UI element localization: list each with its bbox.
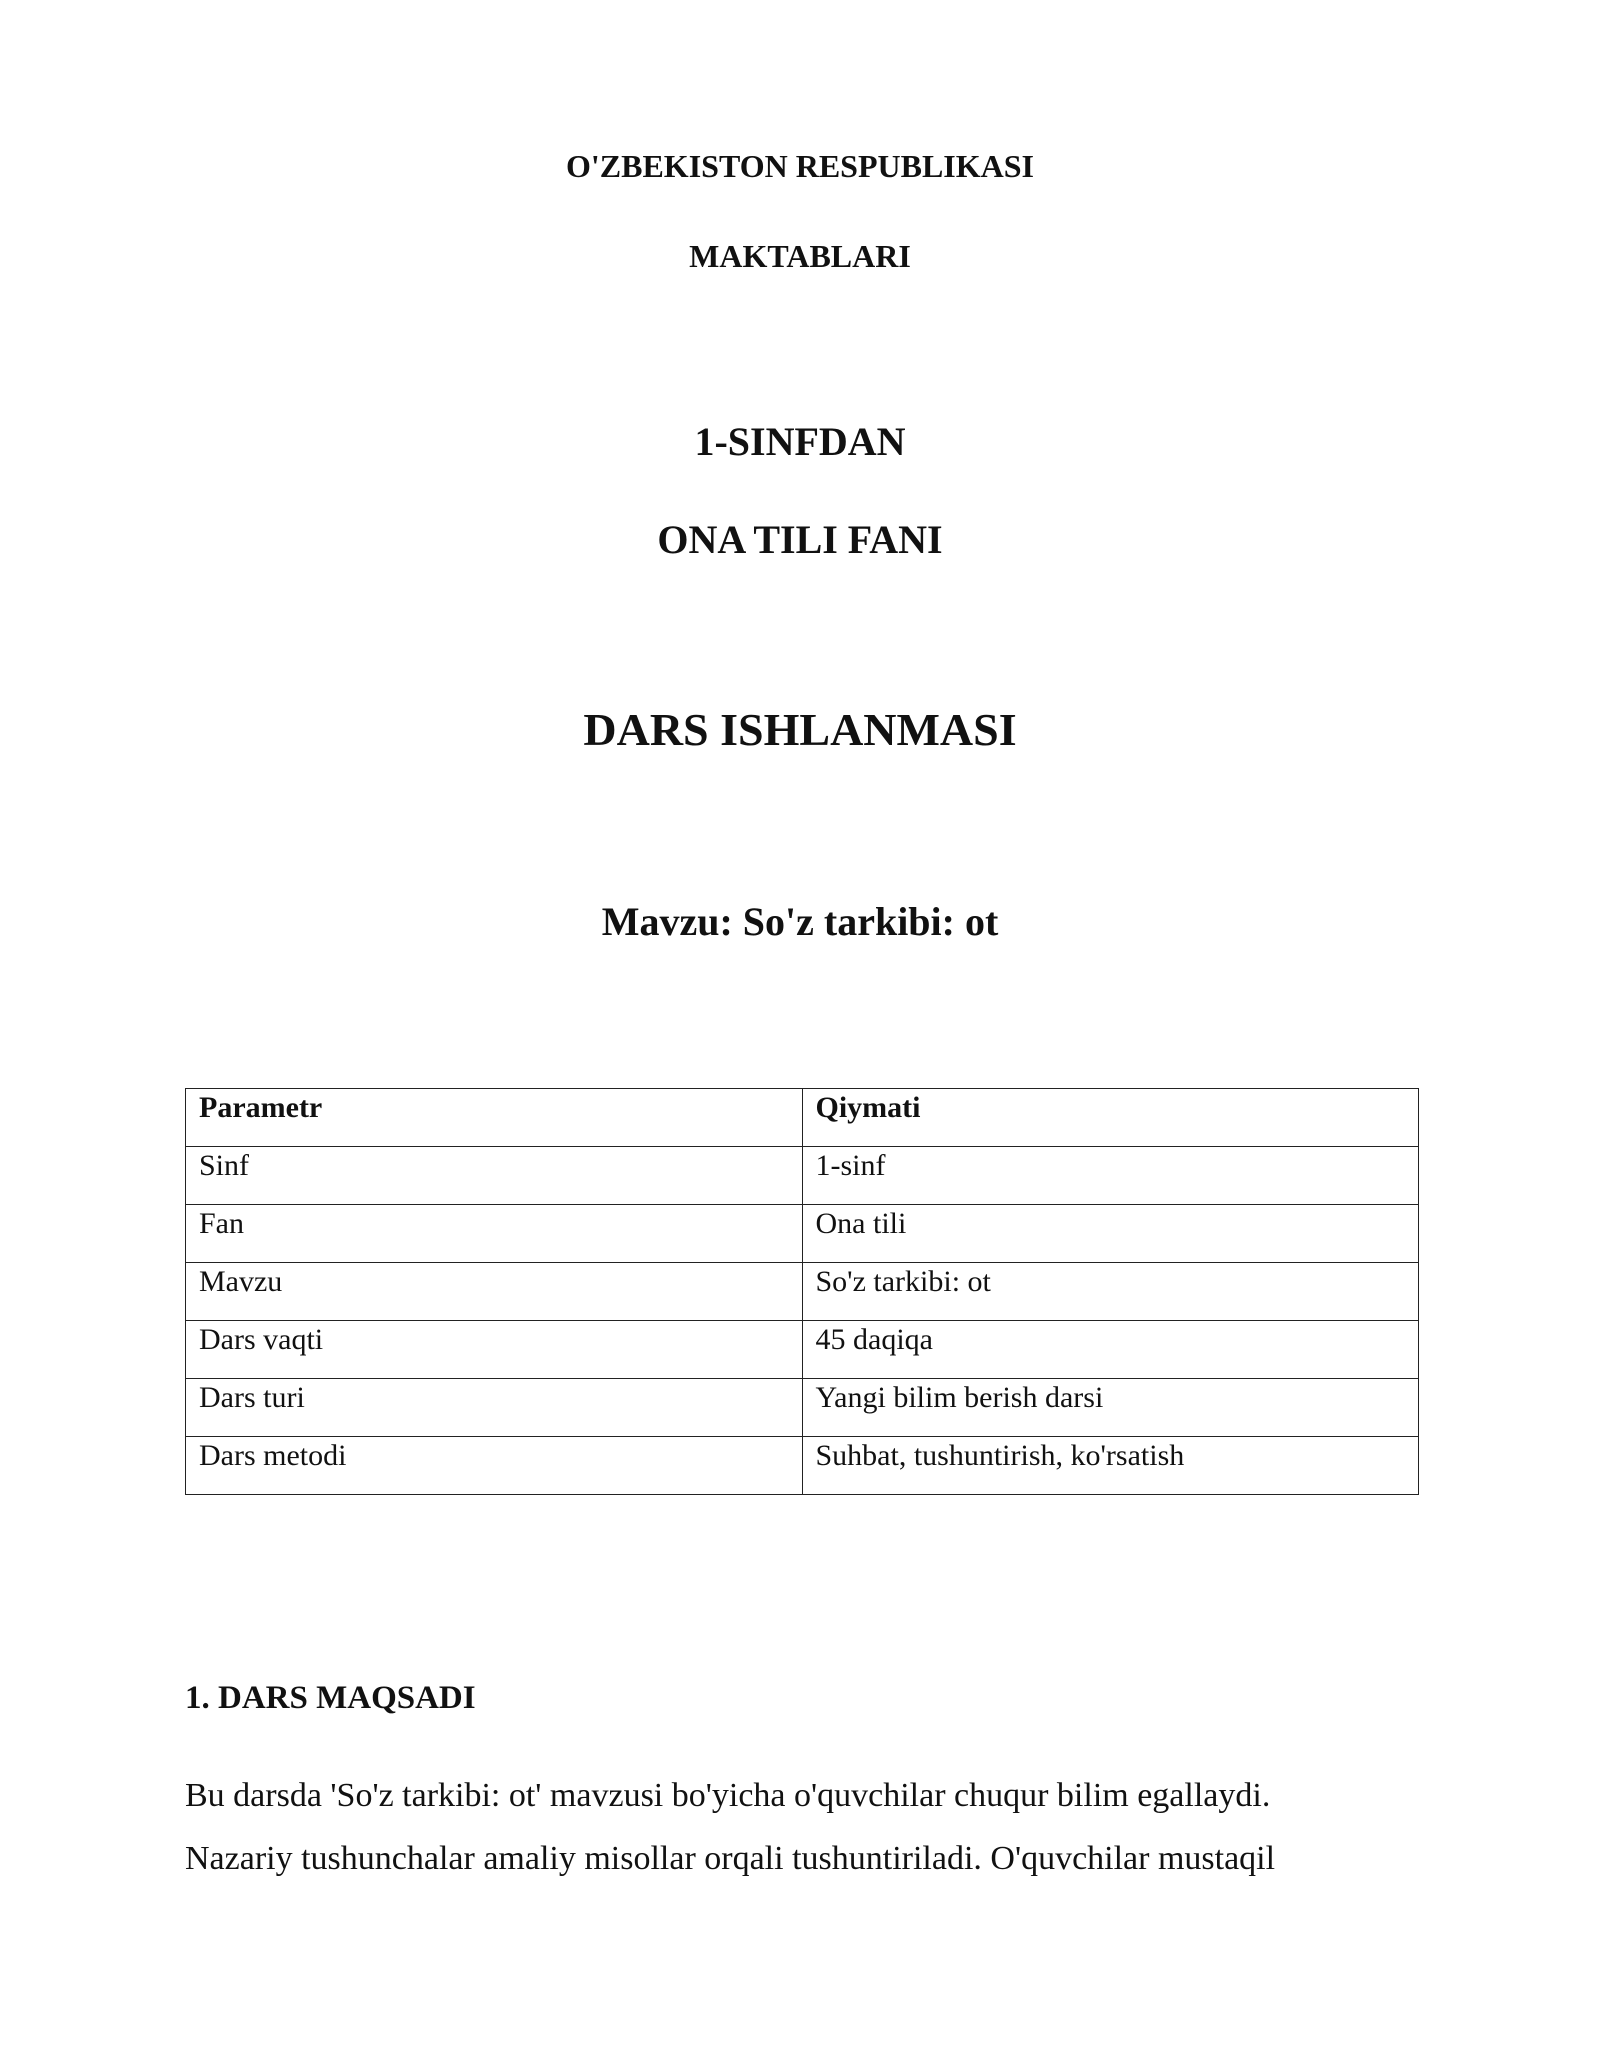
value-cell: 45 daqiqa <box>802 1321 1419 1379</box>
parameter-cell: Dars vaqti <box>186 1321 803 1379</box>
section-paragraph <box>185 1764 1435 1890</box>
parameter-cell: Sinf <box>186 1147 803 1205</box>
table-row <box>186 1379 1419 1437</box>
value-cell: Ona tili <box>802 1205 1419 1263</box>
table-row <box>186 1321 1419 1379</box>
table-row <box>186 1437 1419 1495</box>
paragraph-line: Nazariy tushunchalar amaliy misollar orqali tushuntiriladi. O'quvchilar mustaqil <box>185 1840 1276 1877</box>
table-row <box>186 1205 1419 1263</box>
table-header-cell: Parametr <box>186 1089 803 1147</box>
paragraph-line: Bu darsda 'So'z tarkibi: ot' mavzusi bo'yicha o'quvchilar chuqur bilim egallaydi. <box>185 1777 1271 1814</box>
parameter-cell: Fan <box>186 1205 803 1263</box>
table-header-row <box>186 1089 1419 1147</box>
table-header-cell: Qiymati <box>802 1089 1419 1147</box>
value-cell: Yangi bilim berish darsi <box>802 1379 1419 1437</box>
table-row <box>186 1263 1419 1321</box>
lesson-parameters-table <box>185 1088 1419 1495</box>
value-cell: So'z tarkibi: ot <box>802 1263 1419 1321</box>
parameter-cell: Dars metodi <box>186 1437 803 1495</box>
subject-heading: ONA TILI FANI <box>657 517 943 562</box>
topic-heading: Mavzu: So'z tarkibi: ot <box>601 899 999 944</box>
section-heading: 1. DARS MAQSADI <box>185 1680 476 1716</box>
organization-line-1: O'ZBEKISTON RESPUBLIKASI <box>565 148 1034 184</box>
value-cell: 1-sinf <box>802 1147 1419 1205</box>
organization-line-2: MAKTABLARI <box>689 238 911 274</box>
parameter-cell: Mavzu <box>186 1263 803 1321</box>
document-title: DARS ISHLANMASI <box>583 704 1017 755</box>
parameter-cell: Dars turi <box>186 1379 803 1437</box>
grade-heading: 1-SINFDAN <box>694 419 906 464</box>
value-cell: Suhbat, tushuntirish, ko'rsatish <box>802 1437 1419 1495</box>
table-row <box>186 1147 1419 1205</box>
